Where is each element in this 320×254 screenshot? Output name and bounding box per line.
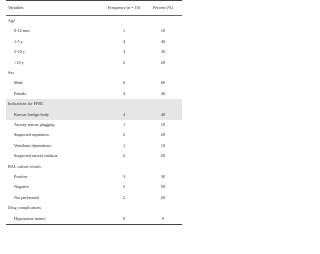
percent-cell: 0: [144, 213, 182, 224]
row-label: Negative: [14, 184, 30, 190]
table-row: [6, 58, 182, 68]
percent-cell: 30: [160, 173, 166, 179]
section-label: Sex: [8, 70, 15, 76]
frequency-cell: 6: [122, 80, 126, 86]
frequency-cell: 4: [122, 90, 126, 96]
percent-cell: 20: [160, 194, 166, 200]
row-label: Ventilator dependence: [14, 142, 52, 148]
row-label: 5-10 y: [14, 49, 25, 55]
header-variables: Variables: [6, 1, 104, 16]
percent-cell: 20: [160, 59, 166, 65]
row-label: Suspected airway malacia: [14, 153, 58, 159]
table-row: [6, 151, 182, 161]
frequency-cell: 2: [122, 194, 126, 200]
percent-cell: [144, 68, 182, 78]
percent-cell: 50: [160, 184, 166, 190]
table-row: [6, 26, 182, 36]
frequency-cell: 1: [122, 28, 126, 34]
frequency-cell: 4: [122, 38, 126, 44]
table-row: [6, 120, 182, 130]
frequency-cell: [104, 16, 144, 27]
section-label: Indications for FFBC: [6, 99, 104, 109]
table-row: [6, 78, 182, 88]
section-label: BAL culture results: [8, 163, 41, 169]
frequency-cell: 2: [122, 132, 126, 138]
table-row: [6, 47, 182, 57]
table-row: [6, 89, 182, 99]
frequency-cell: 3: [122, 49, 126, 55]
percent-cell: 40: [160, 38, 166, 44]
row-label: Not performed: [14, 194, 39, 200]
frequency-cell: 0: [104, 213, 144, 224]
row-label: Suspected aspiration: [14, 132, 49, 138]
table-row: [6, 37, 182, 47]
frequency-cell: 2: [122, 153, 126, 159]
row-label: 0-12 mos: [14, 28, 30, 34]
frequency-cell: 5: [122, 184, 126, 190]
frequency-cell: [104, 161, 144, 171]
table-row: [6, 182, 182, 192]
row-label: Known foreign body: [6, 110, 104, 120]
frequency-cell: 1: [122, 142, 126, 148]
table-row: [6, 213, 182, 224]
frequency-cell: 1: [122, 122, 126, 127]
row-label: Female: [14, 90, 27, 96]
percent-cell: 10: [160, 28, 166, 34]
row-label: Positive: [14, 173, 28, 179]
section-label: Age: [8, 18, 15, 24]
percent-cell: [144, 99, 182, 109]
percent-cell: [144, 203, 182, 213]
percent-cell: 40: [160, 90, 166, 96]
table-row: [6, 193, 182, 203]
table-section-row: [6, 68, 182, 78]
header-percent: Percent (%): [144, 1, 182, 16]
table-row: [6, 110, 182, 120]
percent-cell: [144, 161, 182, 171]
demographics-table: [6, 0, 182, 225]
table-row: [6, 172, 182, 182]
frequency-cell: [104, 99, 144, 109]
percent-cell: 30: [160, 49, 166, 55]
row-label: Airway mucus plugging: [14, 122, 55, 127]
table-section-row: [6, 203, 182, 213]
header-frequency: Frequency (n = 10): [104, 1, 144, 16]
frequency-cell: [104, 68, 144, 78]
frequency-cell: 2: [122, 59, 126, 65]
row-label: 1-5 y: [14, 38, 23, 44]
row-label: Hypoxemia (none): [6, 213, 104, 224]
percent-cell: 60: [160, 80, 166, 86]
percent-cell: [144, 16, 182, 27]
table-header-row: [6, 1, 182, 16]
percent-cell: 40: [144, 110, 182, 120]
table-row: [6, 130, 182, 140]
table-row: [6, 141, 182, 151]
frequency-cell: 4: [104, 110, 144, 120]
table-section-row: [6, 161, 182, 171]
percent-cell: 10: [160, 122, 166, 127]
frequency-cell: [104, 203, 144, 213]
table-section-row: [6, 99, 182, 109]
frequency-cell: 3: [122, 173, 126, 179]
table-section-row: [6, 16, 182, 27]
percent-cell: 20: [160, 132, 166, 138]
percent-cell: 20: [160, 153, 166, 159]
percent-cell: 10: [160, 142, 166, 148]
row-label: Male: [14, 80, 23, 86]
table-body: [6, 16, 182, 225]
section-label: Drug complications: [8, 205, 42, 211]
row-label: >10 y: [14, 59, 24, 65]
